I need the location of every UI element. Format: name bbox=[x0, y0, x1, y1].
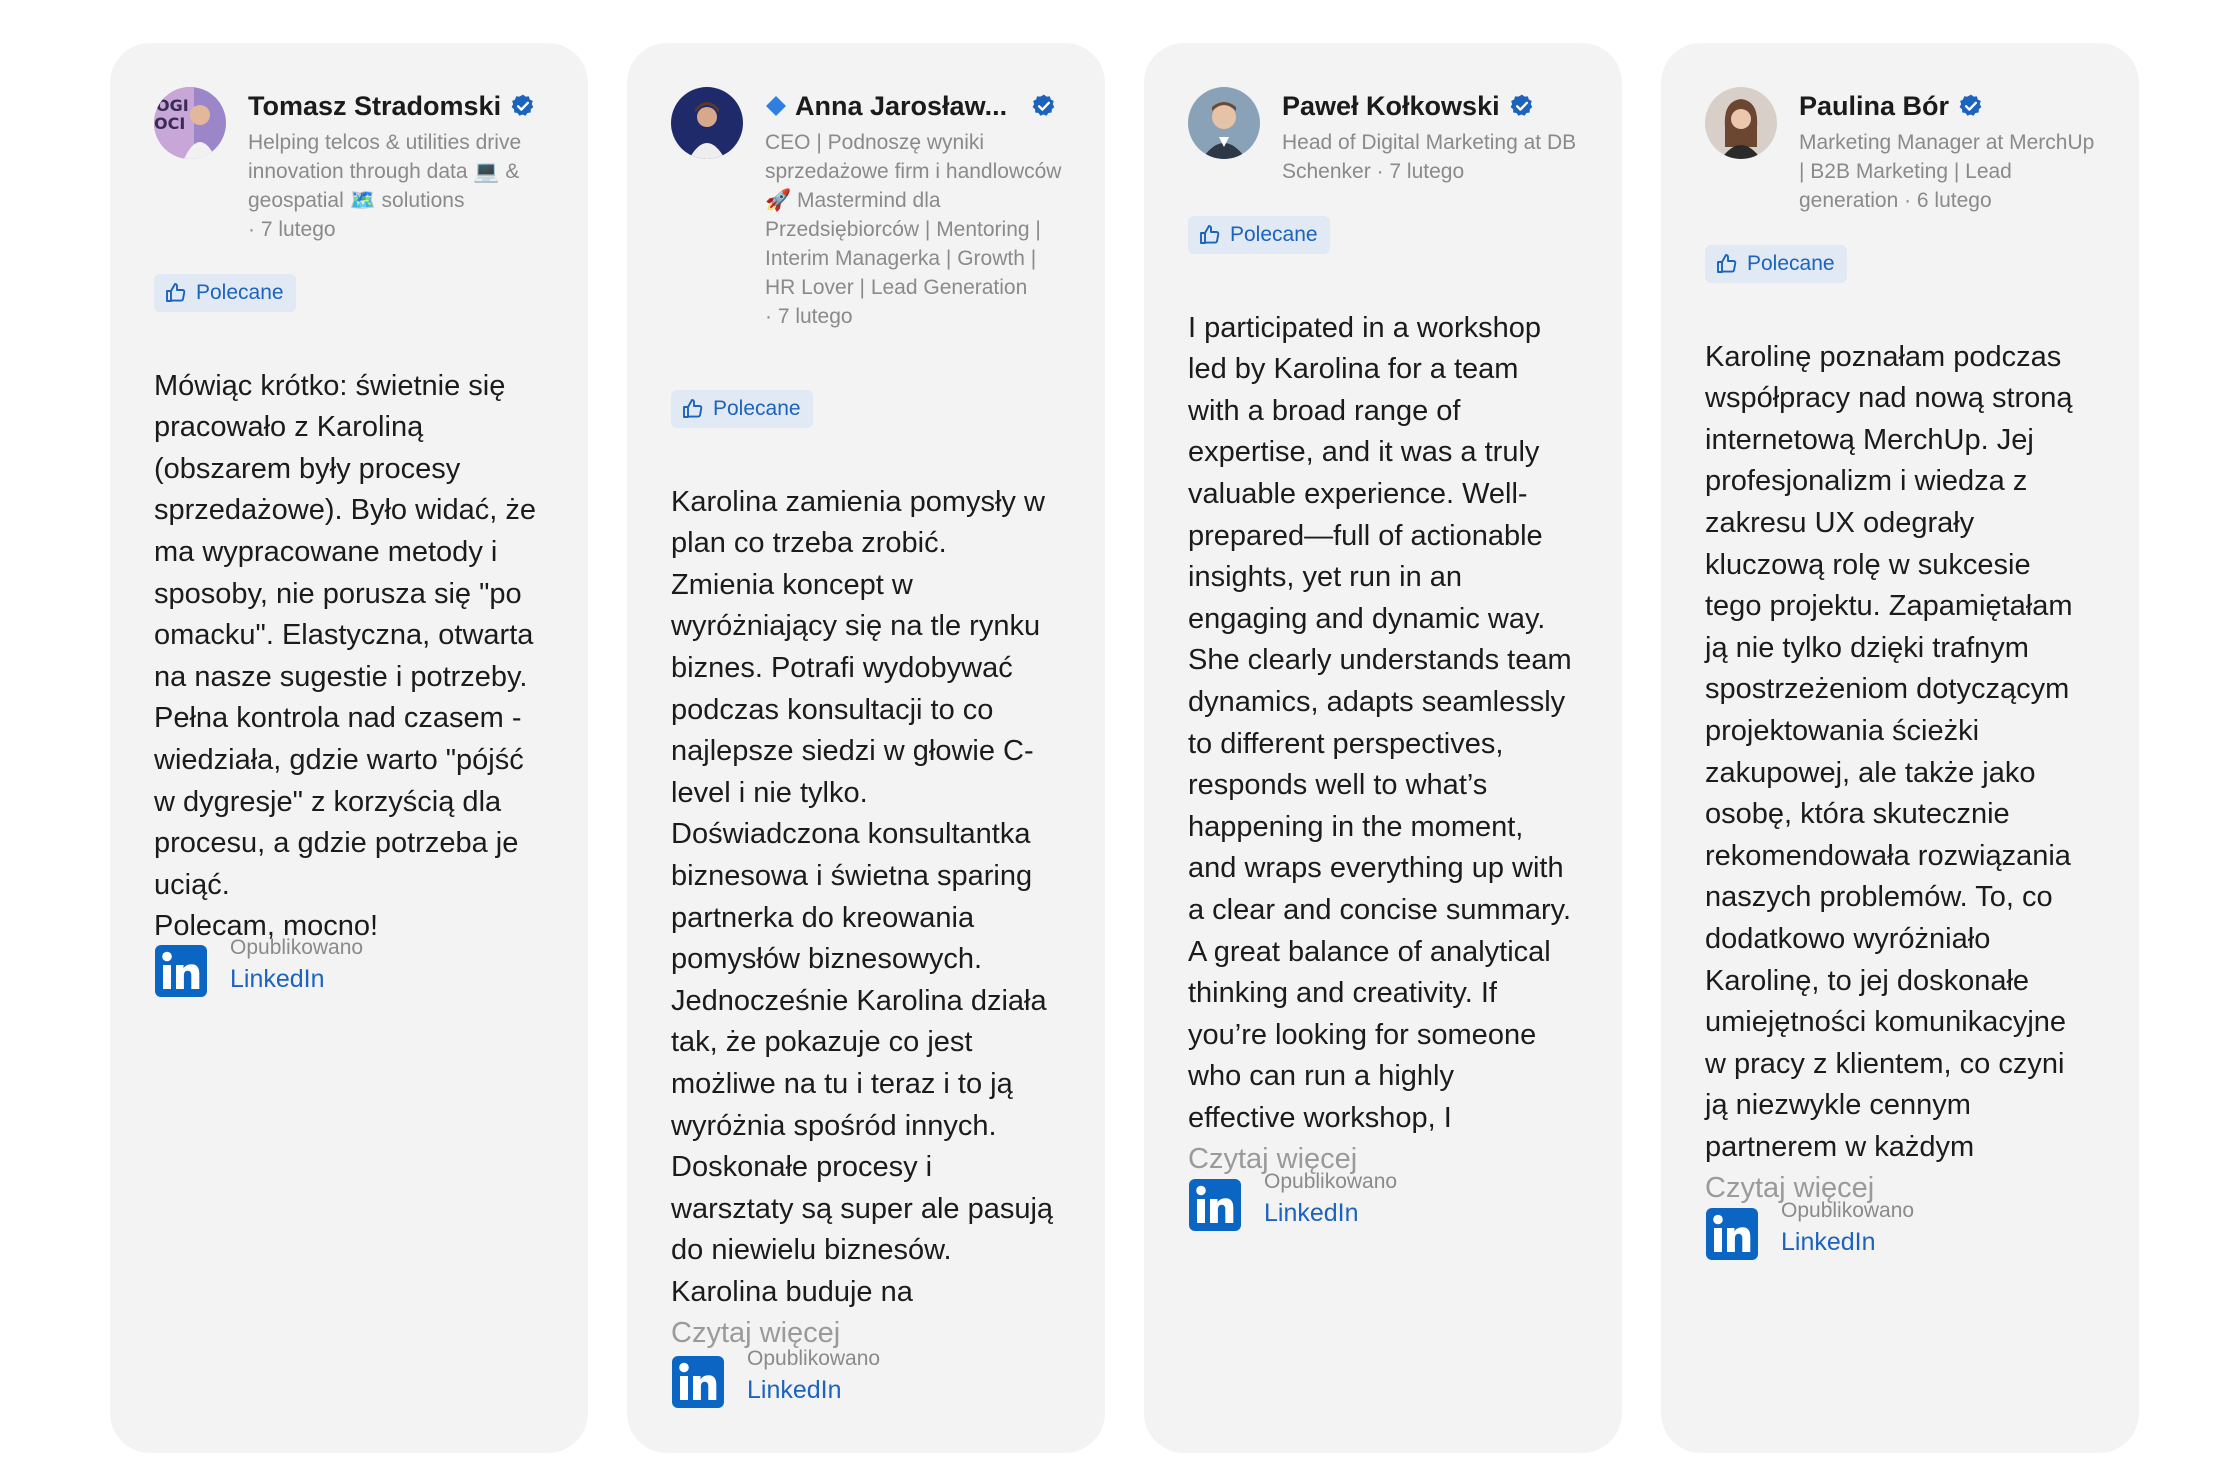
headline-text: Marketing Manager at MerchUp | B2B Marketing | Lead generation bbox=[1799, 131, 2095, 212]
thumbs-up-icon bbox=[164, 281, 188, 305]
published-label: Opublikowano bbox=[747, 1347, 881, 1370]
published-label: Opublikowano bbox=[1781, 1199, 1915, 1222]
author-headline bbox=[1799, 128, 2099, 215]
testimonial-card bbox=[1661, 43, 2139, 1453]
author-name-row bbox=[248, 86, 536, 126]
body-text: Karolinę poznałam podczas współpracy nad nową stroną internetową MerchUp. Jej profesjonalizm i wiedza z zakresu UX odegrały kluczową rolę w sukcesie tego projektu. Zapamiętałam ją nie tylko dzięki trafnym spostrzeżeniom dotyczącym projektowania ścieżki zakupowej, ale także jako osobę, która skutecznie rekomendowała rozwiązania naszych problemów. To, co dodatkowo wyróżniało Karolinę, to jej doskonałe umiejętności komunikacyjne w pracy z klientem, co czyni ją niezwykle cennym partnerem w każdym bbox=[1705, 340, 2073, 1163]
linkedin-link[interactable]: LinkedIn bbox=[1781, 1228, 1876, 1256]
avatar[interactable] bbox=[1188, 87, 1260, 159]
read-more-link[interactable]: Czytaj więcej bbox=[1705, 1172, 1875, 1205]
linkedin-logo[interactable] bbox=[1188, 1178, 1242, 1232]
post-date: · 7 lutego bbox=[248, 218, 336, 241]
verified-check-icon bbox=[510, 93, 536, 119]
body-text: I participated in a workshop led by Karolina for a team with a broad range of expertise, and it was a truly valuable experience. Well- prepared—full of actionable insights, yet run in an engaging and dynamic way. She clearly understands team dynamics, adapts seamlessly to different perspectives, responds well to what’s happening in the moment, and wraps everything up with a clear and concise summary. A great balance of analytical thinking and creativity. If you’re looking for someone who can run a highly effective workshop, I bbox=[1188, 311, 1572, 1134]
avatar[interactable] bbox=[154, 87, 226, 159]
headline-text: Helping telcos & utilities drive innovation through data 💻 & geospatial 🗺️ solutions bbox=[248, 131, 522, 212]
post-date: · 6 lutego bbox=[1904, 189, 1992, 212]
author-name-row bbox=[1799, 86, 1984, 126]
testimonial-card bbox=[627, 43, 1105, 1453]
svg-text:OGI: OGI bbox=[156, 96, 189, 115]
recommendation-text bbox=[1705, 295, 2105, 1252]
linkedin-logo[interactable] bbox=[154, 944, 208, 998]
svg-text:OCI: OCI bbox=[154, 114, 186, 133]
recommendation-text bbox=[1188, 266, 1588, 1223]
post-date: · 7 lutego bbox=[765, 305, 853, 328]
badge-label: Polecane bbox=[1747, 252, 1835, 275]
headline-text: CEO | Podnoszę wyniki sprzedażowe firm i handlowców 🚀 Mastermind dla Przedsiębiorców | Mentoring | Interim Managerka | Growth | HR Lover | Lead Generation bbox=[765, 131, 1062, 299]
recommendation-text bbox=[671, 440, 1071, 1397]
diamond-icon bbox=[765, 95, 787, 117]
verified-check-icon bbox=[1509, 93, 1535, 119]
headline-text: Head of Digital Marketing at DB Schenker bbox=[1282, 131, 1577, 183]
recommended-badge bbox=[1188, 216, 1330, 254]
testimonial-card bbox=[110, 43, 588, 1453]
avatar[interactable] bbox=[671, 87, 743, 159]
author-name[interactable]: Tomasz Stradomski bbox=[248, 90, 502, 121]
linkedin-link[interactable]: LinkedIn bbox=[747, 1376, 842, 1404]
post-date: · 7 lutego bbox=[1376, 160, 1465, 183]
linkedin-logo[interactable] bbox=[671, 1355, 725, 1409]
recommendation-text bbox=[154, 324, 554, 948]
thumbs-up-icon bbox=[1198, 223, 1222, 247]
author-name-row bbox=[765, 86, 1057, 126]
linkedin-link[interactable]: LinkedIn bbox=[1264, 1199, 1359, 1227]
recommended-badge bbox=[154, 274, 296, 312]
recommended-badge bbox=[1705, 245, 1847, 283]
author-name-row bbox=[1282, 86, 1535, 126]
thumbs-up-icon bbox=[1715, 252, 1739, 276]
avatar[interactable] bbox=[1705, 87, 1777, 159]
thumbs-up-icon bbox=[681, 397, 705, 421]
testimonial-card bbox=[1144, 43, 1622, 1453]
author-name[interactable]: Paulina Bór bbox=[1799, 90, 1950, 121]
body-text: Mówiąc krótko: świetnie się pracowało z Karoliną (obszarem były procesy sprzedażowe). Było widać, że ma wypracowane metody i sposoby, nie porusza się "po omacku". Elastyczna, otwarta na nasze sugestie i potrzeby. Pełna kontrola nad czasem - wiedziała, gdzie warto "pójść w dygresje" z korzyścią dla procesu, a gdzie potrzeba je uciąć. Polecam, mocno! bbox=[154, 369, 536, 943]
badge-label: Polecane bbox=[1230, 223, 1318, 246]
linkedin-link[interactable]: LinkedIn bbox=[230, 965, 325, 993]
read-more-link[interactable]: Czytaj więcej bbox=[671, 1317, 841, 1350]
recommended-badge bbox=[671, 390, 813, 428]
author-headline bbox=[765, 128, 1065, 331]
author-name[interactable]: Anna Jarosław... bbox=[795, 90, 1008, 121]
verified-check-icon bbox=[1958, 93, 1984, 119]
body-text: Karolina zamienia pomysły w plan co trzeba zrobić. Zmienia koncept w wyróżniający się na tle rynku biznes. Potrafi wydobywać podczas konsultacji to co najlepsze siedzi w głowie C- level i nie tylko. Doświadczona konsultantka biznesowa i świetna sparing partnerka do kreowania pomysłów biznesowych. Jednocześnie Karolina działa tak, że pokazuje co jest możliwe na tu i teraz i to ją wyróżnia spośród innych. Doskonałe procesy i warsztaty są super ale pasują do niewielu biznesów. Karolina buduje na bbox=[671, 485, 1054, 1308]
author-headline bbox=[248, 128, 548, 244]
badge-label: Polecane bbox=[713, 397, 801, 420]
published-label: Opublikowano bbox=[230, 936, 364, 959]
published-label: Opublikowano bbox=[1264, 1170, 1398, 1193]
read-more-link[interactable]: Czytaj więcej bbox=[1188, 1143, 1358, 1176]
verified-check-icon bbox=[1031, 93, 1057, 119]
author-headline bbox=[1282, 128, 1582, 186]
badge-label: Polecane bbox=[196, 281, 284, 304]
linkedin-logo[interactable] bbox=[1705, 1207, 1759, 1261]
author-name[interactable]: Paweł Kołkowski bbox=[1282, 90, 1500, 121]
